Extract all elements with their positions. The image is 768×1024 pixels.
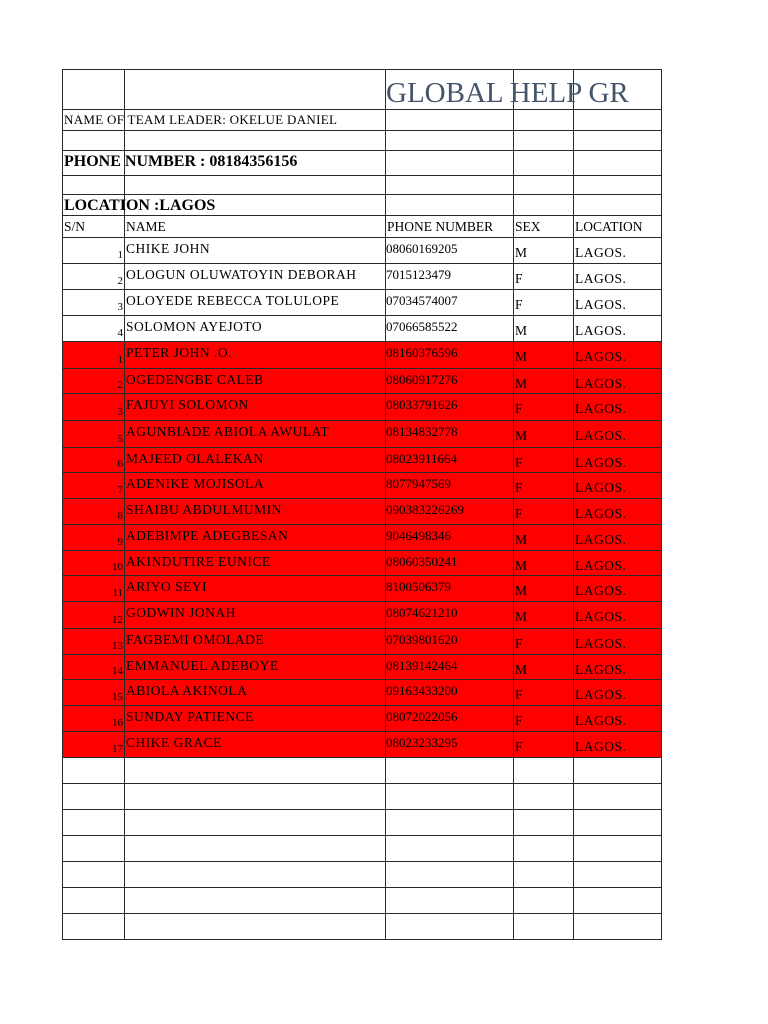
row-sex: F bbox=[515, 506, 524, 521]
header-cell[interactable] bbox=[513, 130, 574, 151]
header-cell[interactable] bbox=[62, 69, 125, 110]
row-location: LAGOS. bbox=[575, 297, 627, 312]
row-sex: F bbox=[515, 636, 524, 651]
row-name: CHIKE GRACE bbox=[126, 735, 222, 750]
row-name: GODWIN JONAH bbox=[126, 605, 236, 620]
row-location: LAGOS. bbox=[575, 558, 627, 573]
row-name: FAJUYI SOLOMON bbox=[126, 397, 249, 412]
empty-cell[interactable] bbox=[62, 783, 125, 810]
row-location: LAGOS. bbox=[575, 687, 627, 702]
empty-cell[interactable] bbox=[573, 809, 662, 836]
row-name: OLOGUN OLUWATOYIN DEBORAH bbox=[126, 267, 357, 282]
row-location: LAGOS. bbox=[575, 455, 627, 470]
empty-cell[interactable] bbox=[385, 887, 514, 914]
header-cell[interactable] bbox=[385, 130, 514, 151]
column-header-name: NAME bbox=[126, 219, 166, 234]
row-phone: 08074621210 bbox=[386, 605, 458, 620]
row-phone: 08139142464 bbox=[386, 658, 458, 673]
row-name: AGUNBIADE ABIOLA AWULAT bbox=[126, 424, 330, 439]
empty-cell[interactable] bbox=[62, 887, 125, 914]
row-phone: 07066585522 bbox=[386, 319, 458, 334]
header-cell[interactable] bbox=[62, 130, 125, 151]
row-phone: 07034574007 bbox=[386, 293, 458, 308]
row-location: LAGOS. bbox=[575, 245, 627, 260]
row-location: LAGOS. bbox=[575, 739, 627, 754]
row-sn: 16 bbox=[112, 717, 123, 729]
row-location: LAGOS. bbox=[575, 428, 627, 443]
header-cell[interactable] bbox=[573, 130, 662, 151]
row-name: OGEDENGBE CALEB bbox=[126, 372, 264, 387]
row-sn: 8 bbox=[117, 510, 123, 522]
header-cell[interactable] bbox=[124, 69, 386, 110]
row-sex: F bbox=[515, 271, 524, 286]
empty-cell[interactable] bbox=[62, 809, 125, 836]
row-sex: F bbox=[515, 713, 524, 728]
location-label: LOCATION :LAGOS bbox=[64, 197, 216, 214]
row-name: ABIOLA AKINOLA bbox=[126, 683, 248, 698]
row-sn: 13 bbox=[112, 640, 123, 652]
phone-number-label: PHONE NUMBER : 08184356156 bbox=[64, 153, 298, 170]
row-phone: 08023911664 bbox=[386, 451, 458, 466]
row-sn: 2 bbox=[117, 379, 123, 391]
row-name: EMMANUEL ADEBOYE bbox=[126, 658, 279, 673]
row-sex: F bbox=[515, 401, 524, 416]
header-cell[interactable] bbox=[124, 175, 386, 195]
header-cell[interactable] bbox=[573, 194, 662, 216]
empty-cell[interactable] bbox=[385, 835, 514, 862]
header-cell[interactable] bbox=[62, 175, 125, 195]
row-phone: 090383226269 bbox=[386, 502, 464, 517]
empty-cell[interactable] bbox=[513, 861, 574, 888]
empty-cell[interactable] bbox=[124, 809, 386, 836]
header-cell[interactable] bbox=[573, 109, 662, 131]
row-sn: 1 bbox=[117, 354, 123, 366]
header-cell[interactable] bbox=[385, 175, 514, 195]
header-cell[interactable] bbox=[513, 175, 574, 195]
row-sn: 1 bbox=[117, 249, 123, 261]
row-location: LAGOS. bbox=[575, 401, 627, 416]
row-name: SOLOMON AYEJOTO bbox=[126, 319, 263, 334]
empty-cell[interactable] bbox=[385, 913, 514, 940]
row-location: LAGOS. bbox=[575, 583, 627, 598]
row-location: LAGOS. bbox=[575, 609, 627, 624]
empty-cell[interactable] bbox=[62, 835, 125, 862]
row-sex: M bbox=[515, 583, 528, 598]
row-sex: M bbox=[515, 245, 528, 260]
row-sex: M bbox=[515, 609, 528, 624]
row-name: SUNDAY PATIENCE bbox=[126, 709, 254, 724]
empty-cell[interactable] bbox=[62, 861, 125, 888]
header-cell[interactable] bbox=[513, 109, 574, 131]
team-leader-label: NAME OF TEAM LEADER: OKELUE DANIEL bbox=[64, 112, 338, 127]
row-sex: M bbox=[515, 428, 528, 443]
row-sn: 3 bbox=[117, 301, 123, 313]
row-phone: 08134832778 bbox=[386, 424, 458, 439]
row-name: SHAIBU ABDULMUMIN bbox=[126, 502, 282, 517]
row-sex: F bbox=[515, 739, 524, 754]
empty-cell[interactable] bbox=[62, 913, 125, 940]
row-phone: 08060917276 bbox=[386, 372, 458, 387]
row-phone: 7015123479 bbox=[386, 267, 451, 282]
row-sex: F bbox=[515, 687, 524, 702]
row-phone: 07039801620 bbox=[386, 632, 458, 647]
row-sn: 11 bbox=[112, 587, 123, 599]
empty-cell[interactable] bbox=[573, 861, 662, 888]
row-location: LAGOS. bbox=[575, 662, 627, 677]
row-name: FAGBEMI OMOLADE bbox=[126, 632, 265, 647]
row-name: ADENIKE MOJISOLA bbox=[126, 476, 265, 491]
empty-cell[interactable] bbox=[385, 757, 514, 784]
row-location: LAGOS. bbox=[575, 480, 627, 495]
row-sn: 7 bbox=[117, 484, 123, 496]
column-header-phone: PHONE NUMBER bbox=[387, 219, 494, 234]
header-cell[interactable] bbox=[573, 175, 662, 195]
row-location: LAGOS. bbox=[575, 323, 627, 338]
row-phone: 08060350241 bbox=[386, 554, 458, 569]
empty-cell[interactable] bbox=[513, 783, 574, 810]
row-sex: M bbox=[515, 532, 528, 547]
empty-cell[interactable] bbox=[513, 835, 574, 862]
row-phone: 8100506379 bbox=[386, 579, 451, 594]
row-sn: 15 bbox=[112, 691, 123, 703]
header-cell[interactable] bbox=[124, 130, 386, 151]
row-location: LAGOS. bbox=[575, 636, 627, 651]
row-location: LAGOS. bbox=[575, 713, 627, 728]
row-sn: 6 bbox=[117, 458, 123, 470]
row-name: AKINDUTIRE EUNICE bbox=[126, 554, 271, 569]
row-name: OLOYEDE REBECCA TOLULOPE bbox=[126, 293, 340, 308]
row-sex: M bbox=[515, 558, 528, 573]
row-sex: F bbox=[515, 297, 524, 312]
row-name: CHIKE JOHN bbox=[126, 241, 211, 256]
header-cell[interactable] bbox=[513, 150, 574, 176]
empty-cell[interactable] bbox=[513, 913, 574, 940]
row-name: ADEBIMPE ADEGBESAN bbox=[126, 528, 289, 543]
row-sex: M bbox=[515, 376, 528, 391]
header-cell[interactable] bbox=[513, 194, 574, 216]
empty-cell[interactable] bbox=[513, 887, 574, 914]
row-phone: 08060169205 bbox=[386, 241, 458, 256]
row-location: LAGOS. bbox=[575, 376, 627, 391]
row-location: LAGOS. bbox=[575, 532, 627, 547]
row-phone: 08033791626 bbox=[386, 397, 458, 412]
empty-cell[interactable] bbox=[385, 809, 514, 836]
row-phone: 8077947569 bbox=[386, 476, 451, 491]
empty-cell[interactable] bbox=[124, 913, 386, 940]
empty-cell[interactable] bbox=[62, 757, 125, 784]
row-phone: 09163433200 bbox=[386, 683, 458, 698]
header-cell[interactable] bbox=[385, 109, 514, 131]
row-sex: F bbox=[515, 455, 524, 470]
row-name: PETER JOHN .O. bbox=[126, 345, 233, 360]
empty-cell[interactable] bbox=[124, 757, 386, 784]
column-header-sn: S/N bbox=[64, 219, 86, 234]
column-header-sex: SEX bbox=[515, 219, 541, 234]
empty-cell[interactable] bbox=[573, 887, 662, 914]
header-cell[interactable] bbox=[573, 150, 662, 176]
row-phone: 08160376596 bbox=[386, 345, 458, 360]
row-sex: M bbox=[515, 662, 528, 677]
empty-cell[interactable] bbox=[124, 861, 386, 888]
row-phone: 9046498346 bbox=[386, 528, 451, 543]
row-phone: 08023233295 bbox=[386, 735, 458, 750]
row-sn: 4 bbox=[117, 327, 123, 339]
row-sex: M bbox=[515, 349, 528, 364]
row-sn: 2 bbox=[117, 275, 123, 287]
empty-cell[interactable] bbox=[513, 809, 574, 836]
empty-cell[interactable] bbox=[124, 835, 386, 862]
row-sn: 17 bbox=[112, 743, 123, 755]
row-sn: 9 bbox=[117, 536, 123, 548]
row-sn: 12 bbox=[112, 614, 123, 626]
row-sex: F bbox=[515, 480, 524, 495]
header-cell[interactable] bbox=[385, 194, 514, 216]
empty-cell[interactable] bbox=[124, 887, 386, 914]
row-location: LAGOS. bbox=[575, 271, 627, 286]
row-location: LAGOS. bbox=[575, 506, 627, 521]
column-header-location: LOCATION bbox=[575, 219, 643, 234]
empty-cell[interactable] bbox=[573, 783, 662, 810]
row-sn: 5 bbox=[117, 433, 123, 445]
header-cell[interactable] bbox=[385, 150, 514, 176]
row-sn: 10 bbox=[112, 561, 123, 573]
empty-cell[interactable] bbox=[513, 757, 574, 784]
empty-cell[interactable] bbox=[573, 835, 662, 862]
sheet-title: GLOBAL HELP GR bbox=[386, 77, 629, 109]
row-name: MAJEED OLALEKAN bbox=[126, 451, 264, 466]
empty-cell[interactable] bbox=[124, 783, 386, 810]
row-sn: 3 bbox=[117, 406, 123, 418]
empty-cell[interactable] bbox=[385, 783, 514, 810]
empty-cell[interactable] bbox=[573, 913, 662, 940]
row-sn: 14 bbox=[112, 665, 123, 677]
row-name: ARIYO SEYI bbox=[126, 579, 208, 594]
row-location: LAGOS. bbox=[575, 349, 627, 364]
empty-cell[interactable] bbox=[385, 861, 514, 888]
row-sex: M bbox=[515, 323, 528, 338]
empty-cell[interactable] bbox=[573, 757, 662, 784]
row-phone: 08072022056 bbox=[386, 709, 458, 724]
